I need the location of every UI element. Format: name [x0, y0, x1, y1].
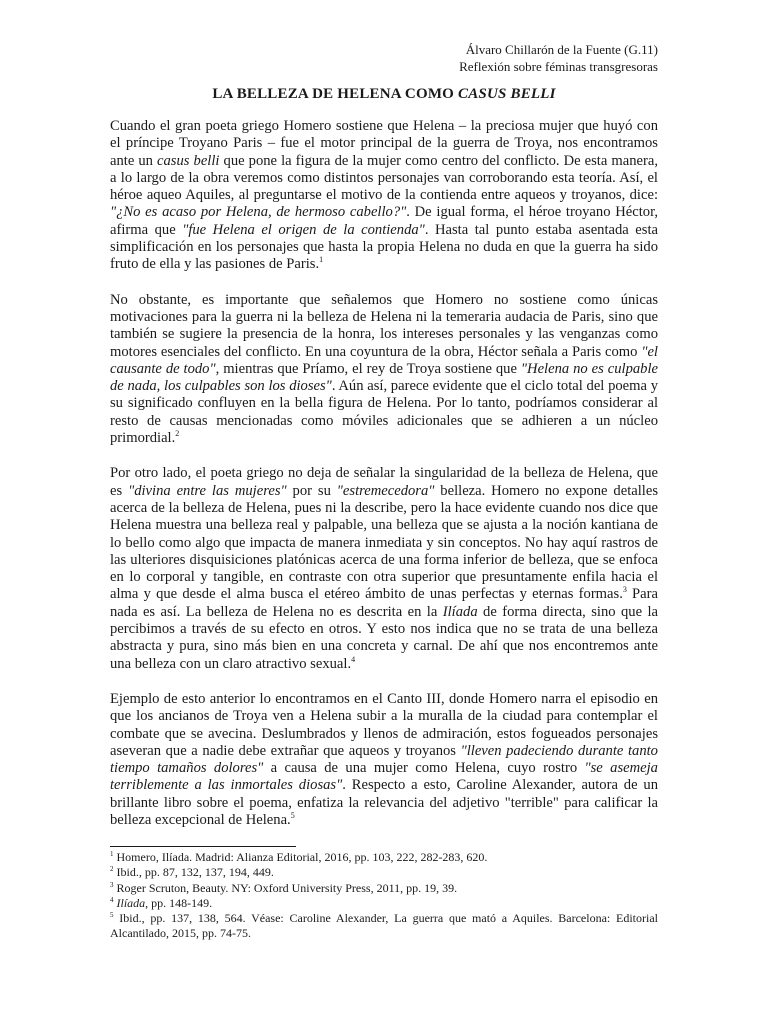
footnote-number: 1 — [110, 850, 114, 858]
document-title — [0, 86, 768, 103]
footnote-text: , pp. 148-149. — [145, 895, 213, 910]
text-run: Cuando el gran poeta griego Homero sostiene que Helena – la preciosa mujer que huyó con el príncipe Troyano Paris – fue el motor principal de la guerra de Troya, nos encontramos ante un — [110, 118, 658, 169]
course-line: Reflexión sobre féminas transgresoras — [459, 59, 658, 74]
text-run: a causa de una mujer como Helena, cuyo rostro — [263, 760, 585, 777]
footnote-ref[interactable]: 4 — [351, 654, 356, 664]
text-run: de forma directa, sino que la percibimos a través de su efecto en otros. Y esto nos indica que no se trata de una belleza abstracta y pura, sino más bien en una concreta y carnal. De ahí que nos encontremos ante una belleza con un claro atractivo sexual. — [110, 603, 658, 672]
title-main: LA BELLEZA DE HELENA COMO — [212, 86, 455, 102]
footnote-3 — [110, 881, 658, 896]
text-run: No obstante, es importante que señalemos que Homero no sostiene como únicas motivaciones para la guerra ni la belleza de Helena ni la temeraria audacia de Paris, sino que también se sugiere la presencia de la honra, los intereses personales y las venganzas como motores esenciales del conflicto. En una coyuntura de la obra, Héctor señala a Paris como — [110, 291, 658, 360]
paragraph-1 — [110, 118, 658, 274]
text-run: . Aún así, parece evidente que el ciclo total del poema y su significado confluyen en la bella figura de Helena. Por lo tanto, podríamos considerar al resto de causas mencionadas como móviles adicionales que se adhieren a un núcleo primordial. — [110, 378, 658, 447]
text-run: . De igual forma, el héroe troyano Héctor, afirma que — [110, 204, 659, 238]
footnote-ref[interactable]: 1 — [319, 255, 324, 265]
text-run: Ejemplo de esto anterior lo encontramos en el Canto III, donde Homero narra el episodio en que los ancianos de Troya ven a Helena subir a la muralla de la ciudad para contemplar el combate que se avecina. Deslumbrados y llenos de admiración, estos fogueados personajes aseveran que a nadie debe extrañar que aqueos y troyanos — [110, 690, 658, 759]
footnote-ref[interactable]: 2 — [175, 429, 180, 439]
footnote-italic: Ilíada — [116, 895, 146, 910]
footnote-4 — [110, 896, 658, 911]
author-line: Álvaro Chillarón de la Fuente (G.11) — [465, 42, 658, 57]
italic-run: casus belli — [157, 152, 220, 169]
title-italic: CASUS BELLI — [458, 86, 556, 102]
quote-run: "lleven padeciendo durante tanto tiempo tamaños dolores" — [110, 742, 658, 777]
text-run: . Hasta tal punto estaba asentada esta simplificación en los personajes que hasta la propia Helena no duda en que la guerra ha sido fruto de ella y las pasiones de Paris. — [110, 221, 658, 273]
quote-run: "¿No es acaso por Helena, de hermoso cabello?" — [110, 204, 407, 221]
quote-run: "divina entre las mujeres" — [128, 482, 287, 499]
paragraph-4 — [110, 691, 658, 829]
footnote-ref[interactable]: 3 — [622, 585, 627, 595]
text-run: Para nada es así. La belleza de Helena no es descrita en la — [110, 586, 658, 620]
italic-run: Ilíada — [442, 603, 478, 620]
footnote-2 — [110, 865, 658, 880]
footnote-separator — [110, 846, 296, 847]
footnote-text: Ibid., pp. 87, 132, 137, 194, 449. — [113, 865, 274, 880]
footnote-1 — [110, 850, 658, 865]
footnote-number: 2 — [110, 865, 114, 874]
paragraph-3 — [110, 465, 658, 673]
footnote-number: 5 — [110, 911, 114, 920]
quote-run: "se asemeja terriblemente a las inmortales diosas" — [110, 760, 658, 794]
quote-run: "fue Helena el origen de la contienda" — [182, 221, 425, 238]
text-run: Por otro lado, el poeta griego no deja de señalar la singularidad de la belleza de Helena, que es — [110, 465, 658, 499]
footnote-text: Roger Scruton, Beauty. NY: Oxford University Press, 2011, pp. 19, 39. — [113, 880, 458, 895]
quote-run: "el causante de todo" — [110, 343, 658, 377]
footnote-text: Ibid., pp. 137, 138, 564. Véase: Caroline Alexander, La guerra que mató a Aquiles. Barcelona: Editorial Alcantilado, 2015, pp. 74-75. — [110, 911, 658, 941]
footnote-text: Homero, Ilíada. Madrid: Alianza Editorial, 2016, pp. 103, 222, 282-283, 620. — [113, 850, 488, 864]
paragraph-2 — [110, 292, 658, 448]
footnotes — [110, 850, 658, 942]
footnote-5 — [110, 911, 658, 942]
text-run: belleza. Homero no expone detalles acerca de la belleza de Helena, pues ni la describe, pero la hace evidente cuando nos dice que Helena muestra una belleza real y palpable, una belleza que se ajusta a la noción kantiana de lo bello como algo que impacta de manera inmediata y sin conceptos. No hay aquí rastros de las ulteriores disquisiciones platónicas acerca de una forma inferior de belleza, que se enfoca en lo corporal y tangible, en contraste con otra superior que presuntamente enfila hacia el alma y que desde el alma busca el etéreo ámbito de unas perfectas y eternas formas. — [110, 482, 658, 603]
text-run: . Respecto a esto, Caroline Alexander, autora de un brillante libro sobre el poema, enfatiza la relevancia del adjetivo "terrible" para calificar la belleza excepcional de Helena. — [110, 777, 658, 828]
footnote-ref[interactable]: 5 — [290, 811, 295, 821]
text-run: , mientras que Príamo, el rey de Troya sostiene que — [215, 360, 521, 377]
text-run: que pone la figura de la mujer como centro del conflicto. De esta manera, a lo largo de la obra veremos como distintos personajes van corroborando esta teoría. Así, el héroe aqueo Aquiles, al preguntarse el motivo de la contienda entre aqueos y troyanos, dice: — [110, 152, 658, 204]
quote-run: "estremecedora" — [336, 482, 435, 499]
footnote-number: 4 — [110, 895, 114, 904]
page-header — [459, 41, 658, 75]
body-text — [110, 118, 658, 847]
text-run: por su — [286, 482, 337, 499]
footnote-number: 3 — [110, 880, 114, 889]
quote-run: "Helena no es culpable de nada, los culpables son los dioses" — [110, 360, 659, 395]
